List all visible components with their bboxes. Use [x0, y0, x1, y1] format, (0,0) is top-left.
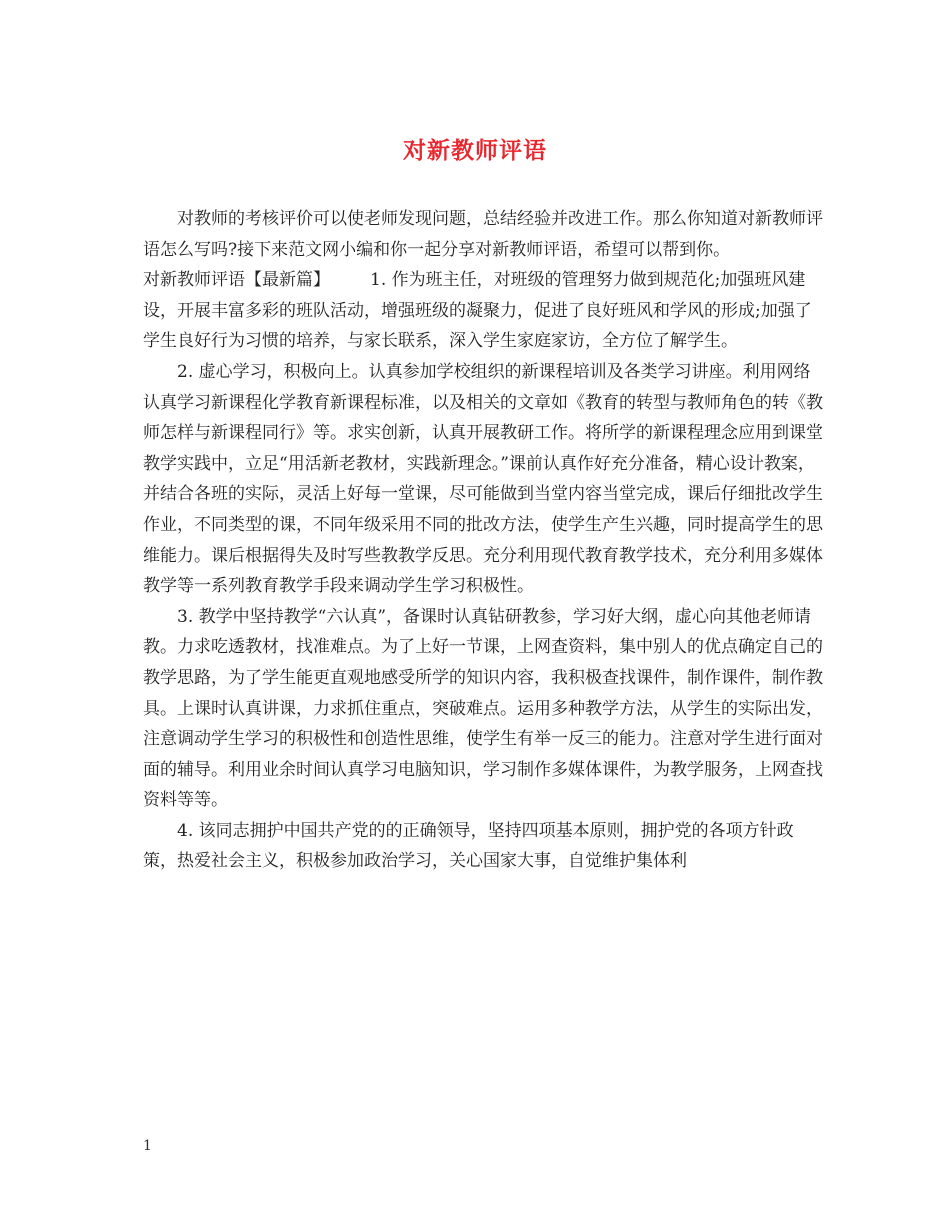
intro-paragraph: 对教师的考核评价可以使老师发现问题，总结经验并改进工作。那么你知道对新教师评语怎么写吗?接下来范文网小编和你一起分享对新教师评语，希望可以帮到你。	[143, 209, 823, 260]
section-heading: 对新教师评语【最新篇】	[143, 270, 330, 291]
item-4-paragraph: 4. 该同志拥护中国共产党的的正确领导，坚持四项基本原则，拥护党的各项方针政策，热爱社会主义，积极参加政治学习，关心国家大事，自觉维护集体利	[143, 820, 794, 872]
document-body	[143, 204, 826, 877]
item-3-paragraph: 3. 教学中坚持教学“六认真”，备课时认真钻研教参，学习好大纲，虚心向其他老师请教。力求吃透教材，找准难点。为了上好一节课，上网查资料，集中别人的优点确定自己的教学思路，为了学生能更直观地感受所学的知识内容，我积极查找课件，制作课件，制作教具。上课时认真讲课，力求抓住重点，突破难点。运用多种教学方法，从学生的实际出发，注意调动学生学习的积极性和创造性思维，使学生有举一反三的能力。注意对学生进行面对面的辅导。利用业余时间认真学习电脑知识，学习制作多媒体课件，为教学服务，上网查找资料等等。	[143, 606, 823, 811]
page-number: 1	[143, 1138, 152, 1154]
item-1-text: 1. 作为班主任，对班级的管理努力做到规范化;加强班风建设，开展丰富多彩的班队活动，增强班级的凝聚力，促进了良好班风和学风的形成;加强了学生良好行为习惯的培养，与家长联系，深入学生家庭家访，全方位了解学生。	[143, 270, 812, 352]
item-2-paragraph: 2. 虚心学习，积极向上。认真参加学校组织的新课程培训及各类学习讲座。利用网络认真学习新课程化学教育新课程标准，以及相关的文章如《教育的转型与教师角色的转《教师怎样与新课程同行》等。求实创新，认真开展教研工作。将所学的新课程理念应用到课堂教学实践中，立足“用活新老教材，实践新理念。”课前认真作好充分准备，精心设计教案，并结合各班的实际，灵活上好每一堂课，尽可能做到当堂内容当堂完成，课后仔细批改学生作业，不同类型的课，不同年级采用不同的批改方法，使学生产生兴趣，同时提高学生的思维能力。课后根据得失及时写些教教学反思。充分利用现代教育教学技术，充分利用多媒体教学等一系列教育教学手段来调动学生学习积极性。	[143, 361, 823, 597]
document-title: 对新教师评语	[403, 137, 547, 164]
section-paragraph-1	[143, 265, 826, 357]
